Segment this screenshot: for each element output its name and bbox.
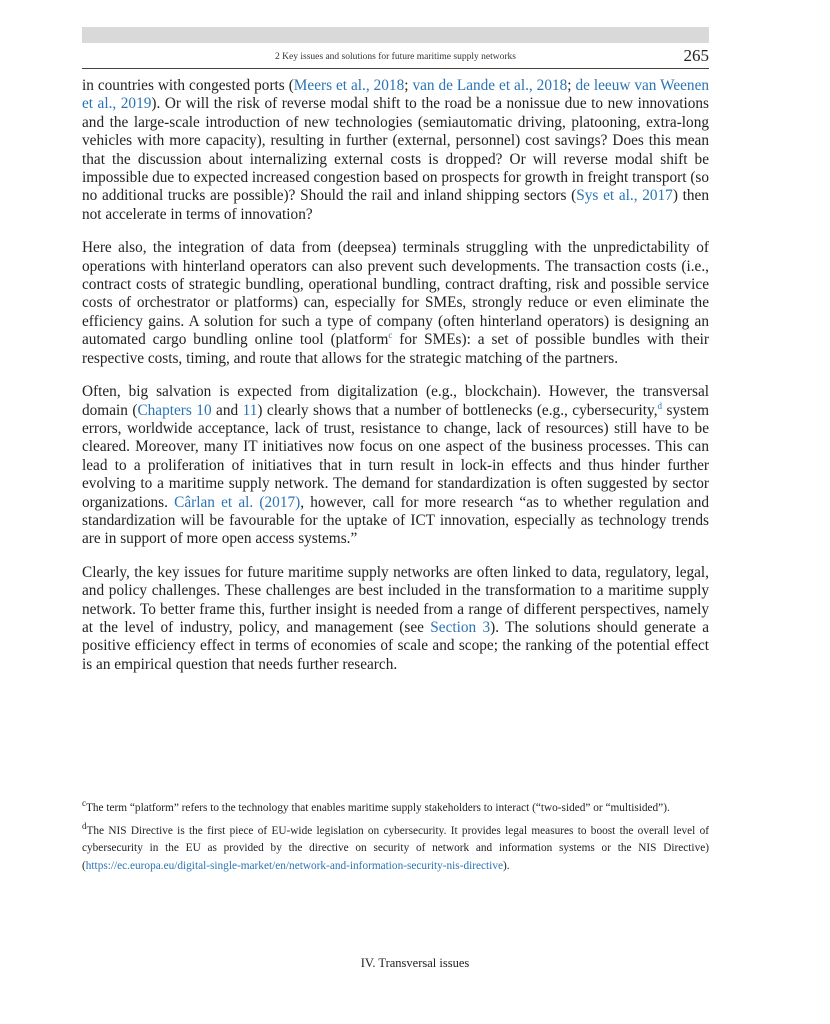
body-text bbox=[82, 77, 709, 689]
external-url-link[interactable]: https://ec.europa.eu/digital-single-market/en/network-and-information-security-nis-directive bbox=[85, 859, 503, 872]
citation-link[interactable]: Meers et al., 2018 bbox=[293, 77, 405, 94]
running-title: 2 Key issues and solutions for future maritime supply networks bbox=[275, 52, 516, 62]
page-number: 265 bbox=[683, 46, 709, 65]
citation-link[interactable]: Sys et al., 2017 bbox=[576, 187, 673, 205]
citation-link[interactable]: de leeuw van Weenen et al., 2019 bbox=[82, 77, 710, 113]
footnote-ref-d[interactable]: d bbox=[657, 400, 663, 411]
header-band bbox=[82, 27, 709, 43]
footnote-marker: c bbox=[82, 798, 86, 809]
footnote-marker: d bbox=[82, 820, 87, 831]
citation-link[interactable]: Cârlan et al. (2017) bbox=[174, 493, 301, 511]
footnote-ref-c[interactable]: c bbox=[388, 330, 393, 341]
paragraph-3: Often, big salvation is expected from digitalization (e.g., blockchain). However, the transversal domain (Chapters 10 and 11) clearly shows that a number of bottlenecks (e.g., cybersecurity,$^d$ system errors, worldwide acceptance, lack of trust, resistance to change, lack of resources) still have to be cleared. Moreover, many IT initiatives now focus on one aspect of the business processes. This can lead to a proliferation of initiatives that in turn result in lock-in effects and thus hinder further evolving to a maritime supply network. The demand for standardization is often suggested by sector organizations. Cârlan et al. (2017), however, call for more research “as to whether regulation and standardization will be favourable for the uptake of ICT innovation, especially as technology trends are in support of more open access systems.” bbox=[82, 383, 709, 548]
footnote-d: $^d$The NIS Directive is the first piece of EU-wide legislation on cybersecurity. It provides legal measures to boost the overall level of cybersecurity in the EU as provided by the directive on security of network and information systems or the NIS Directive) (https://ec.europa.eu/digital-single-market/en/network-and-information-security-nis-directive). bbox=[82, 820, 709, 872]
chapter-link[interactable]: Chapters 10 bbox=[137, 401, 212, 419]
paragraph-4: Clearly, the key issues for future maritime supply networks are often linked to data, regulatory, legal, and policy challenges. These challenges are best included in the transformation to a maritime supply network. To better frame this, further insight is needed from a range of different perspectives, namely at the level of industry, policy, and management (see Section 3). The solutions should generate a positive efficiency effect in terms of economies of scale and scope; the ranking of the potential effect is an empirical question that needs further research. bbox=[82, 563, 709, 673]
footnotes bbox=[82, 800, 709, 880]
paragraph-2: Here also, the integration of data from (deepsea) terminals struggling with the unpredictability of operations with hinterland operators can also prevent such developments. The transaction costs (i.e., contract costs of strategic bundling, operational bundling, contract drafting, risk and possible service costs of orchestrator or platforms) can, especially for SMEs, strongly reduce or even eliminate the efficiency gains. A solution for such a type of company (often hinterland operators) is designing an automated cargo bundling online tool (platform$^c$ for SMEs): a set of possible bundles with their respective costs, timing, and route that allows for the strategic matching of the partners. bbox=[82, 239, 709, 367]
section-link[interactable]: Section 3 bbox=[430, 618, 491, 636]
paragraph-1: in countries with congested ports (Meers et al., 2018; van de Lande et al., 2018; de leeuw van Weenen et al., 2019). Or will the risk of reverse modal shift to the road be a nonissue due to new innovations and the large-scale introduction of new technologies (semiautomatic driving, platooning, extra-long vehicles with more capacity), resulting in further (external, personnel) cost savings? Does this mean that the discussion about internalizing external costs is dropped? Or will reverse modal shift be impossible due to expected increased congestion based on prospects for growth in freight transport (so no additional trucks are possible)? Should the rail and inland shipping sectors (Sys et al., 2017) then not accelerate in terms of innovation? bbox=[82, 77, 710, 223]
chapter-link[interactable]: 11 bbox=[242, 401, 258, 419]
running-head bbox=[82, 46, 709, 69]
citation-link[interactable]: van de Lande et al., 2018 bbox=[412, 77, 568, 94]
footer-part-label: IV. Transversal issues bbox=[360, 956, 470, 970]
footnote-c: $^c$The term “platform” refers to the technology that enables maritime supply stakeholders to interact (“two-sided” or “multisided”). bbox=[82, 798, 670, 814]
